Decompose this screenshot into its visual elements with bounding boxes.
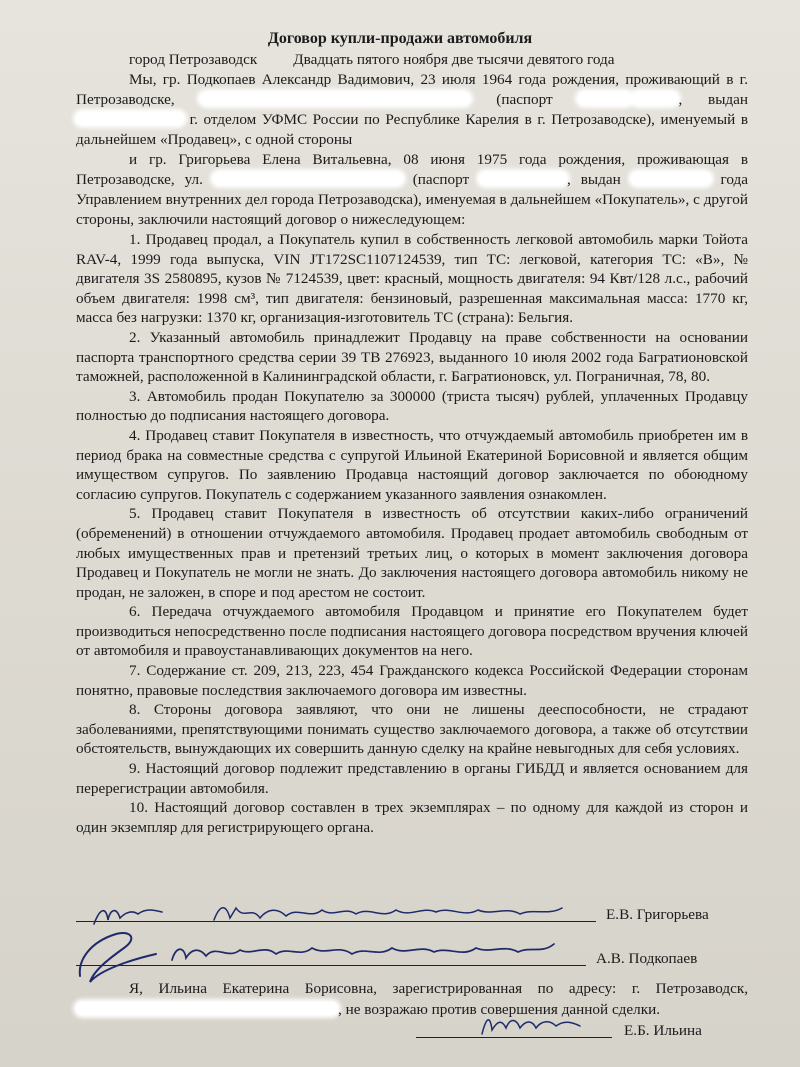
redacted-issue-date [76, 112, 184, 125]
buyer-details: и гр. Григорьева Елена Витальевна, 08 июня 1975 года рождения, проживающая в Петрозаводске, ул. [76, 151, 748, 188]
seller-passport-label: (паспорт [496, 91, 553, 108]
consent-text: Я, Ильина Екатерина Борисовна, зарегистрированная по адресу: г. Петрозаводск, [129, 980, 748, 997]
contract-title: Договор купли-продажи автомобиля [267, 30, 533, 47]
seller-details: Мы, гр. Подкопаев Александр Вадимович, 23 июля 1964 года рождения, проживающий в г. Петрозаводске, [76, 71, 748, 108]
redacted-issue-date [631, 172, 711, 185]
buyer-signature-row [76, 894, 748, 928]
contract-date: Двадцать пятого ноября две тысячи девятого года [293, 51, 615, 68]
redacted-address [200, 92, 470, 105]
buyer-handwritten-signature [86, 898, 606, 932]
spouse-signature-row [76, 1006, 748, 1040]
clause-5: 5. Продавец ставит Покупателя в известность об отсутствии каких-либо ограничений (обременений) в отношении отчуждаемого автомобиля. Продавец продает автомобиль свободным от любых имущественных прав и претензий третьих лиц, о которых в момент заключения договора Продавец и Покупатель не могли не знать. До заключения настоящего договора автомобиль никому не продан, не заложен, в споре и под арестом не состоит. [76, 505, 748, 601]
buyer-issuer: года Управлением внутренних дел города Петрозаводска), именуемая в дальнейшем «Покупатель», с другой стороны, заключили настоящий договор о нижеследующем: [76, 171, 749, 228]
redacted-passport [578, 92, 632, 105]
clause-6: 6. Передача отчуждаемого автомобиля Продавцом и принятие его Покупателем будет производиться непосредственно после подписания настоящего договора посредством вручения ключей от автомобиля и правоустанавливающих документов на него. [76, 603, 748, 660]
buyer-paragraph [76, 150, 748, 230]
clause-8: 8. Стороны договора заявляют, что они не лишены дееспособности, не страдают заболеваниями, препятствующими понимать существо заключаемого договора, а также об отсутствии обстоятельств, вынуждающих их совершить данную сделку на крайне невыгодных для себя условиях. [76, 701, 748, 758]
clause-3: 3. Автомобиль продан Покупателю за 300000 (триста тысяч) рублей, уплаченных Продавцу полностью до подписания настоящего договора. [76, 387, 748, 425]
seller-printed-name: А.В. Подкопаев [596, 950, 698, 967]
redacted-passport [479, 172, 567, 185]
clause-4: 4. Продавец ставит Покупателя в известность, что отчуждаемый автомобиль приобретен им в период брака на совместные средства с супругой Ильиной Екатериной Борисовной и является общим имуществом супругов. По заявлению Продавца настоящий договор заключается по обоюдному согласию супругов. Покупатель с содержанием указанного заявления ознакомлен. [76, 426, 748, 503]
clause-10: 10. Настоящий договор составлен в трех экземплярах – по одному для каждой из сторон и один экземпляр для регистрирующего органа. [76, 799, 748, 836]
seller-issuer: г. отделом УФМС России по Республике Карелия в г. Петрозаводске), именуемый в дальнейшем «Продавец», с одной стороны [76, 111, 748, 148]
seller-issued-label: , выдан [678, 91, 749, 108]
spouse-printed-name: Е.Б. Ильина [624, 1022, 702, 1039]
seller-paragraph [76, 70, 748, 150]
contract-body [76, 50, 748, 837]
redacted-address [213, 172, 403, 185]
place-date-line [76, 50, 748, 70]
spouse-handwritten-signature [476, 1008, 606, 1038]
buyer-printed-name: Е.В. Григорьева [606, 906, 709, 923]
clause-1: 1. Продавец продал, а Покупатель купил в собственность легковой автомобиль марки Тойота RAV-4, 1999 года выпуска, VIN JT172SC1107124539, тип ТС: легковой, категория ТС: «В», № двигателя 3S 2580895, кузов № 7124539, цвет: красный, мощность двигателя: 94 Квт/128 л.с., рабочий объем двигателя: 1998 см³, тип двигателя: бензиновый, разрешенная максимальная масса: 1770 кг, масса без нагрузки: 1370 кг, организация-изготовитель ТС (страна): Бельгия. [76, 231, 748, 327]
redacted-passport-number [632, 92, 678, 105]
clause-9: 9. Настоящий договор подлежит представлению в органы ГИБДД и является основанием для перерегистрации автомобиля. [76, 760, 748, 797]
contract-place: город Петрозаводск [129, 51, 258, 68]
clause-2: 2. Указанный автомобиль принадлежит Продавцу на праве собственности на основании паспорта транспортного средства серии 39 ТВ 276923, выданного 10 июля 2002 года Багратионовской таможней, расположенной в Калининградской области, г. Багратионовск, ул. Пограничная, 78, 80. [76, 328, 748, 386]
buyer-issued-label: , выдан [567, 171, 621, 188]
buyer-passport-label: (паспорт [412, 171, 470, 188]
clause-7: 7. Содержание ст. 209, 213, 223, 454 Гражданского кодекса Российской Федерации сторонам понятно, правовые последствия заключаемого договора им известны. [76, 662, 748, 699]
consent-text-end: , не возражаю против совершения данной сделки. [338, 1001, 661, 1018]
